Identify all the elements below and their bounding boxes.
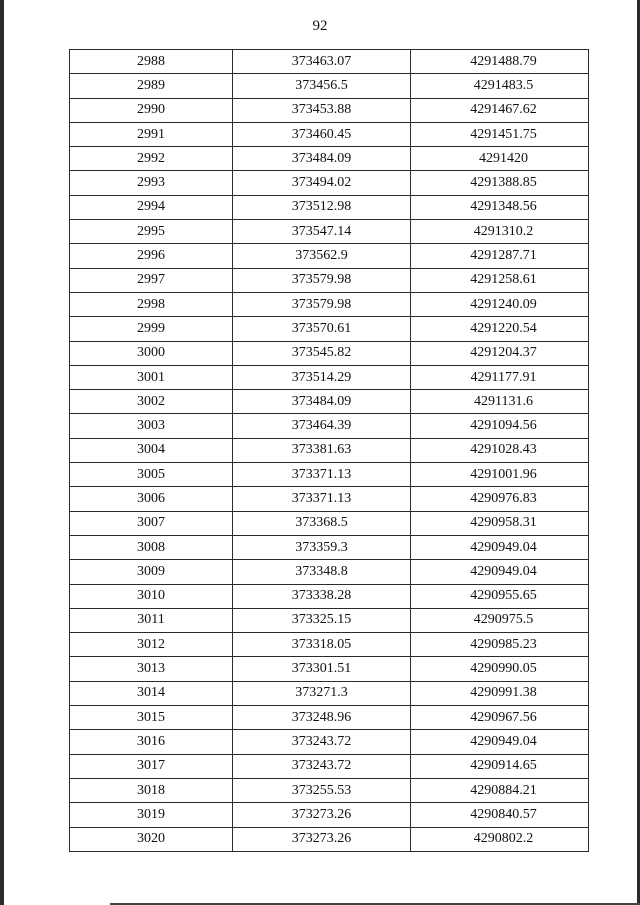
point-number-cell: 2997 [70, 268, 233, 292]
x-coordinate-cell: 373248.96 [233, 706, 411, 730]
table-row [70, 706, 589, 730]
x-coordinate-cell: 373456.5 [233, 74, 411, 98]
table-row [70, 74, 589, 98]
y-coordinate-cell: 4291028.43 [411, 438, 589, 462]
point-number-cell: 2994 [70, 195, 233, 219]
y-coordinate-cell: 4291131.6 [411, 390, 589, 414]
table-row [70, 122, 589, 146]
table-row [70, 584, 589, 608]
y-coordinate-cell: 4291483.5 [411, 74, 589, 98]
y-coordinate-cell: 4290991.38 [411, 681, 589, 705]
y-coordinate-cell: 4290802.2 [411, 827, 589, 851]
point-number-cell: 2990 [70, 98, 233, 122]
point-number-cell: 3013 [70, 657, 233, 681]
point-number-cell: 3000 [70, 341, 233, 365]
y-coordinate-cell: 4290949.04 [411, 560, 589, 584]
page-edge-left [0, 0, 4, 905]
y-coordinate-cell: 4291220.54 [411, 317, 589, 341]
y-coordinate-cell: 4290955.65 [411, 584, 589, 608]
table-row [70, 730, 589, 754]
point-number-cell: 3009 [70, 560, 233, 584]
x-coordinate-cell: 373359.3 [233, 535, 411, 559]
y-coordinate-cell: 4291451.75 [411, 122, 589, 146]
y-coordinate-cell: 4291310.2 [411, 220, 589, 244]
table-row [70, 438, 589, 462]
point-number-cell: 3008 [70, 535, 233, 559]
y-coordinate-cell: 4290884.21 [411, 778, 589, 802]
point-number-cell: 3001 [70, 365, 233, 389]
x-coordinate-cell: 373273.26 [233, 803, 411, 827]
x-coordinate-cell: 373371.13 [233, 487, 411, 511]
point-number-cell: 2995 [70, 220, 233, 244]
y-coordinate-cell: 4290985.23 [411, 633, 589, 657]
table-row [70, 827, 589, 851]
table-row [70, 778, 589, 802]
point-number-cell: 3012 [70, 633, 233, 657]
x-coordinate-cell: 373484.09 [233, 390, 411, 414]
y-coordinate-cell: 4291488.79 [411, 50, 589, 74]
x-coordinate-cell: 373301.51 [233, 657, 411, 681]
x-coordinate-cell: 373545.82 [233, 341, 411, 365]
x-coordinate-cell: 373464.39 [233, 414, 411, 438]
y-coordinate-cell: 4290976.83 [411, 487, 589, 511]
x-coordinate-cell: 373325.15 [233, 608, 411, 632]
x-coordinate-cell: 373460.45 [233, 122, 411, 146]
page-number: 92 [312, 18, 328, 34]
point-number-cell: 2992 [70, 147, 233, 171]
y-coordinate-cell: 4291287.71 [411, 244, 589, 268]
x-coordinate-cell: 373484.09 [233, 147, 411, 171]
table-row [70, 414, 589, 438]
point-number-cell: 3015 [70, 706, 233, 730]
y-coordinate-cell: 4291420 [411, 147, 589, 171]
point-number-cell: 3005 [70, 463, 233, 487]
x-coordinate-cell: 373318.05 [233, 633, 411, 657]
y-coordinate-cell: 4290949.04 [411, 730, 589, 754]
table-row [70, 317, 589, 341]
point-number-cell: 2989 [70, 74, 233, 98]
coordinates-table [69, 49, 589, 852]
point-number-cell: 3004 [70, 438, 233, 462]
table-row [70, 390, 589, 414]
x-coordinate-cell: 373271.3 [233, 681, 411, 705]
table-row [70, 147, 589, 171]
point-number-cell: 3002 [70, 390, 233, 414]
y-coordinate-cell: 4290975.5 [411, 608, 589, 632]
x-coordinate-cell: 373579.98 [233, 268, 411, 292]
point-number-cell: 3014 [70, 681, 233, 705]
y-coordinate-cell: 4290949.04 [411, 535, 589, 559]
y-coordinate-cell: 4291177.91 [411, 365, 589, 389]
table-row [70, 511, 589, 535]
x-coordinate-cell: 373243.72 [233, 730, 411, 754]
y-coordinate-cell: 4291258.61 [411, 268, 589, 292]
x-coordinate-cell: 373570.61 [233, 317, 411, 341]
point-number-cell: 2998 [70, 292, 233, 316]
table-row [70, 50, 589, 74]
x-coordinate-cell: 373579.98 [233, 292, 411, 316]
x-coordinate-cell: 373512.98 [233, 195, 411, 219]
table-row [70, 535, 589, 559]
point-number-cell: 3011 [70, 608, 233, 632]
point-number-cell: 3017 [70, 754, 233, 778]
x-coordinate-cell: 373371.13 [233, 463, 411, 487]
y-coordinate-cell: 4291467.62 [411, 98, 589, 122]
table-row [70, 195, 589, 219]
x-coordinate-cell: 373547.14 [233, 220, 411, 244]
point-number-cell: 3003 [70, 414, 233, 438]
table-row [70, 633, 589, 657]
table-row [70, 268, 589, 292]
table-row [70, 463, 589, 487]
y-coordinate-cell: 4290914.65 [411, 754, 589, 778]
table-row [70, 608, 589, 632]
point-number-cell: 3020 [70, 827, 233, 851]
y-coordinate-cell: 4291388.85 [411, 171, 589, 195]
x-coordinate-cell: 373348.8 [233, 560, 411, 584]
y-coordinate-cell: 4291348.56 [411, 195, 589, 219]
x-coordinate-cell: 373514.29 [233, 365, 411, 389]
table-row [70, 220, 589, 244]
table-row [70, 292, 589, 316]
point-number-cell: 2991 [70, 122, 233, 146]
point-number-cell: 2999 [70, 317, 233, 341]
point-number-cell: 3018 [70, 778, 233, 802]
table-row [70, 681, 589, 705]
x-coordinate-cell: 373494.02 [233, 171, 411, 195]
point-number-cell: 3010 [70, 584, 233, 608]
y-coordinate-cell: 4290967.56 [411, 706, 589, 730]
table-row [70, 803, 589, 827]
table-row [70, 244, 589, 268]
x-coordinate-cell: 373453.88 [233, 98, 411, 122]
y-coordinate-cell: 4290840.57 [411, 803, 589, 827]
table-row [70, 487, 589, 511]
y-coordinate-cell: 4291240.09 [411, 292, 589, 316]
x-coordinate-cell: 373463.07 [233, 50, 411, 74]
x-coordinate-cell: 373338.28 [233, 584, 411, 608]
table-row [70, 98, 589, 122]
y-coordinate-cell: 4291001.96 [411, 463, 589, 487]
point-number-cell: 2996 [70, 244, 233, 268]
point-number-cell: 3019 [70, 803, 233, 827]
x-coordinate-cell: 373273.26 [233, 827, 411, 851]
x-coordinate-cell: 373255.53 [233, 778, 411, 802]
point-number-cell: 2993 [70, 171, 233, 195]
table-row [70, 341, 589, 365]
table-row [70, 754, 589, 778]
coordinates-table-body [70, 50, 589, 852]
x-coordinate-cell: 373243.72 [233, 754, 411, 778]
x-coordinate-cell: 373368.5 [233, 511, 411, 535]
point-number-cell: 2988 [70, 50, 233, 74]
point-number-cell: 3007 [70, 511, 233, 535]
table-row [70, 560, 589, 584]
table-row [70, 365, 589, 389]
y-coordinate-cell: 4290958.31 [411, 511, 589, 535]
point-number-cell: 3016 [70, 730, 233, 754]
table-row [70, 171, 589, 195]
x-coordinate-cell: 373381.63 [233, 438, 411, 462]
y-coordinate-cell: 4291094.56 [411, 414, 589, 438]
point-number-cell: 3006 [70, 487, 233, 511]
y-coordinate-cell: 4290990.05 [411, 657, 589, 681]
y-coordinate-cell: 4291204.37 [411, 341, 589, 365]
table-row [70, 657, 589, 681]
x-coordinate-cell: 373562.9 [233, 244, 411, 268]
